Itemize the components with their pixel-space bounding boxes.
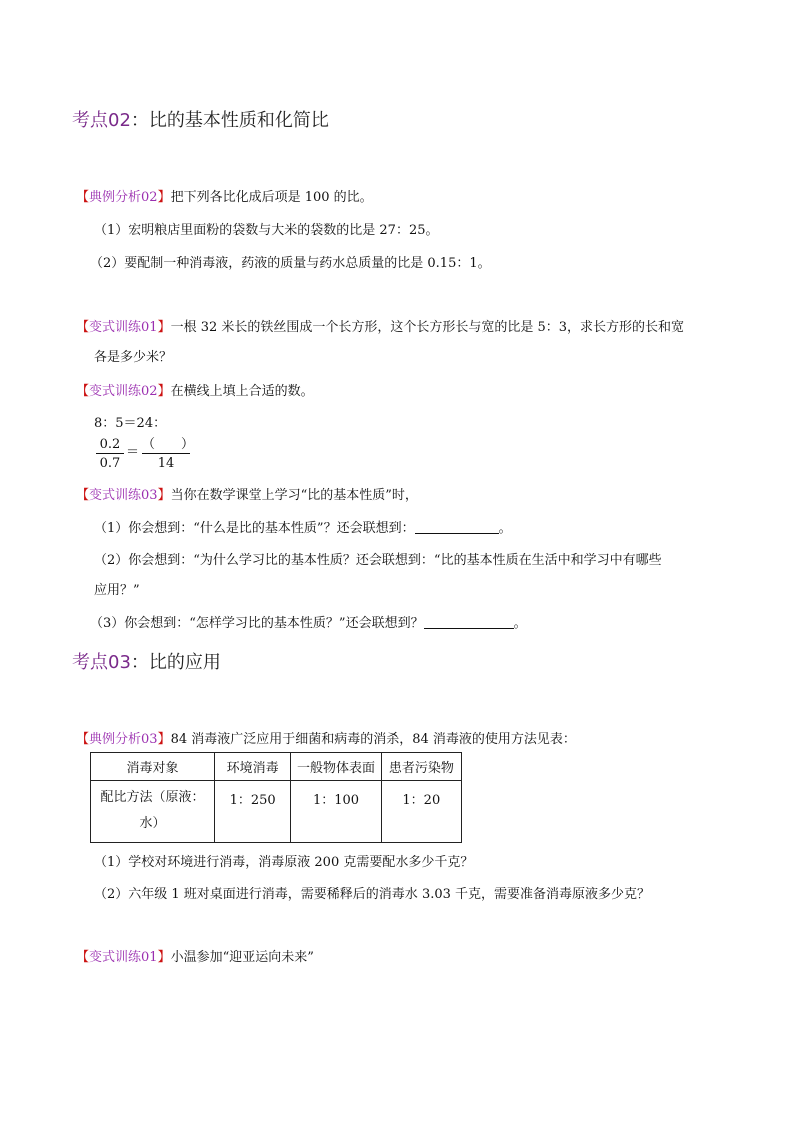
tag-bracket-open: 【 (76, 320, 90, 335)
drill-03-q1 (94, 517, 512, 536)
tag-bracket-open: 【 (76, 950, 90, 965)
tag-bracket-open: 【 (76, 190, 90, 205)
right-fraction-numerator: （ ） (142, 437, 195, 452)
tag-bracket-open: 【 (76, 488, 90, 503)
ratio-equation: 8：5＝24： (94, 416, 167, 431)
row-label-line-1: 配比方法（原液： (100, 790, 205, 805)
drill-03-q2: （2）你会想到：“为什么学习比的基本性质？还会联想到：“比的基本性质在生活中和学习中有哪些 (94, 553, 662, 568)
question-text: （3）你会想到：“怎样学习比的基本性质？”还会联想到？ (90, 616, 424, 631)
tag-text: 变式训练01 (89, 950, 158, 965)
answer-blank[interactable] (424, 616, 514, 629)
tag-bracket-close: 】 (157, 384, 171, 399)
question-end: 。 (513, 616, 527, 631)
table-header-row (91, 753, 462, 781)
table-header-cell: 患者污染物 (381, 753, 461, 781)
drill-01-line (76, 316, 684, 335)
tag-text: 变式训练02 (89, 384, 158, 399)
section-separator: ： (130, 652, 149, 673)
usage-table (90, 752, 462, 843)
left-fraction-denominator: 0.7 (99, 456, 121, 471)
tag-bracket-close: 】 (157, 190, 171, 205)
example-tag (76, 732, 171, 747)
question-text: （1）你会想到：“什么是比的基本性质”？还会联想到： (94, 521, 415, 536)
drill-01-cont: 各是多少米？ (94, 350, 173, 365)
example-03-item-2: （2）六年级 1 班对桌面进行消毒，需要稀释后的消毒水 3.03 千克，需要准备消毒原液多少克？ (94, 887, 651, 902)
tag-text: 变式训练03 (89, 488, 158, 503)
table-cell: 1：250 (214, 781, 290, 843)
table-header-cell: 消毒对象 (91, 753, 215, 781)
right-fraction-denominator: 14 (157, 456, 175, 471)
section-label: 考点02 (72, 110, 131, 131)
drill-text: 小温参加“迎亚运向未来” (170, 950, 314, 965)
section-title: 比的基本性质和化简比 (148, 110, 329, 131)
tag-bracket-close: 】 (157, 320, 171, 335)
drill-03-q3 (90, 612, 527, 631)
drill-tag (76, 384, 171, 399)
table-header-cell: 环境消毒 (214, 753, 290, 781)
example-03-item-1: （1）学校对环境进行消毒，消毒原液 200 克需要配水多少千克？ (94, 855, 474, 870)
table-row (91, 781, 462, 843)
section3-drill-01-line (76, 946, 314, 965)
drill-03-q2-cont: 应用？” (94, 583, 140, 598)
left-fraction-numerator: 0.2 (96, 436, 124, 454)
tag-bracket-close: 】 (157, 950, 171, 965)
drill-tag (76, 950, 171, 965)
section-heading-03 (72, 648, 221, 674)
tag-bracket-close: 】 (157, 488, 171, 503)
answer-blank[interactable] (415, 521, 499, 534)
section-label: 考点03 (72, 652, 131, 673)
example-text: 84 消毒液广泛应用于细菌和病毒的消杀，84 消毒液的使用方法见表： (170, 732, 576, 747)
table-cell: 1：20 (381, 781, 461, 843)
drill-02-line (76, 380, 314, 399)
table-header-cell: 一般物体表面 (291, 753, 381, 781)
drill-text: 一根 32 米长的铁丝围成一个长方形，这个长方形长与宽的比是 5：3，求长方形的长和宽 (170, 320, 685, 335)
example-03-line (76, 728, 576, 747)
example-02-item-2: （2）要配制一种消毒液，药液的质量与药水总质量的比是 0.15：1。 (90, 256, 491, 271)
tag-bracket-close: 】 (157, 732, 171, 747)
tag-text: 典例分析02 (89, 190, 158, 205)
tag-bracket-open: 【 (76, 732, 90, 747)
drill-text: 在横线上填上合适的数。 (170, 384, 314, 399)
drill-tag (76, 320, 171, 335)
tag-text: 典例分析03 (89, 732, 158, 747)
table-cell: 1：100 (291, 781, 381, 843)
section-title: 比的应用 (148, 652, 221, 673)
section-heading-02 (72, 106, 329, 132)
drill-text: 当你在数学课堂上学习“比的基本性质”时， (170, 488, 418, 503)
example-text: 把下列各比化成后项是 100 的比。 (170, 190, 373, 205)
equals-sign: ＝ (126, 445, 140, 460)
row-label-line-2: 水） (139, 816, 166, 831)
table-row-label (91, 781, 215, 843)
example-02-line (76, 186, 373, 205)
question-end: 。 (498, 521, 512, 536)
example-tag (76, 190, 171, 205)
tag-text: 变式训练01 (89, 320, 158, 335)
drill-03-line (76, 484, 418, 503)
drill-tag (76, 488, 171, 503)
example-02-item-1: （1）宏明粮店里面粉的袋数与大米的袋数的比是 27：25。 (94, 223, 439, 238)
section-separator: ： (130, 110, 149, 131)
tag-bracket-open: 【 (76, 384, 90, 399)
